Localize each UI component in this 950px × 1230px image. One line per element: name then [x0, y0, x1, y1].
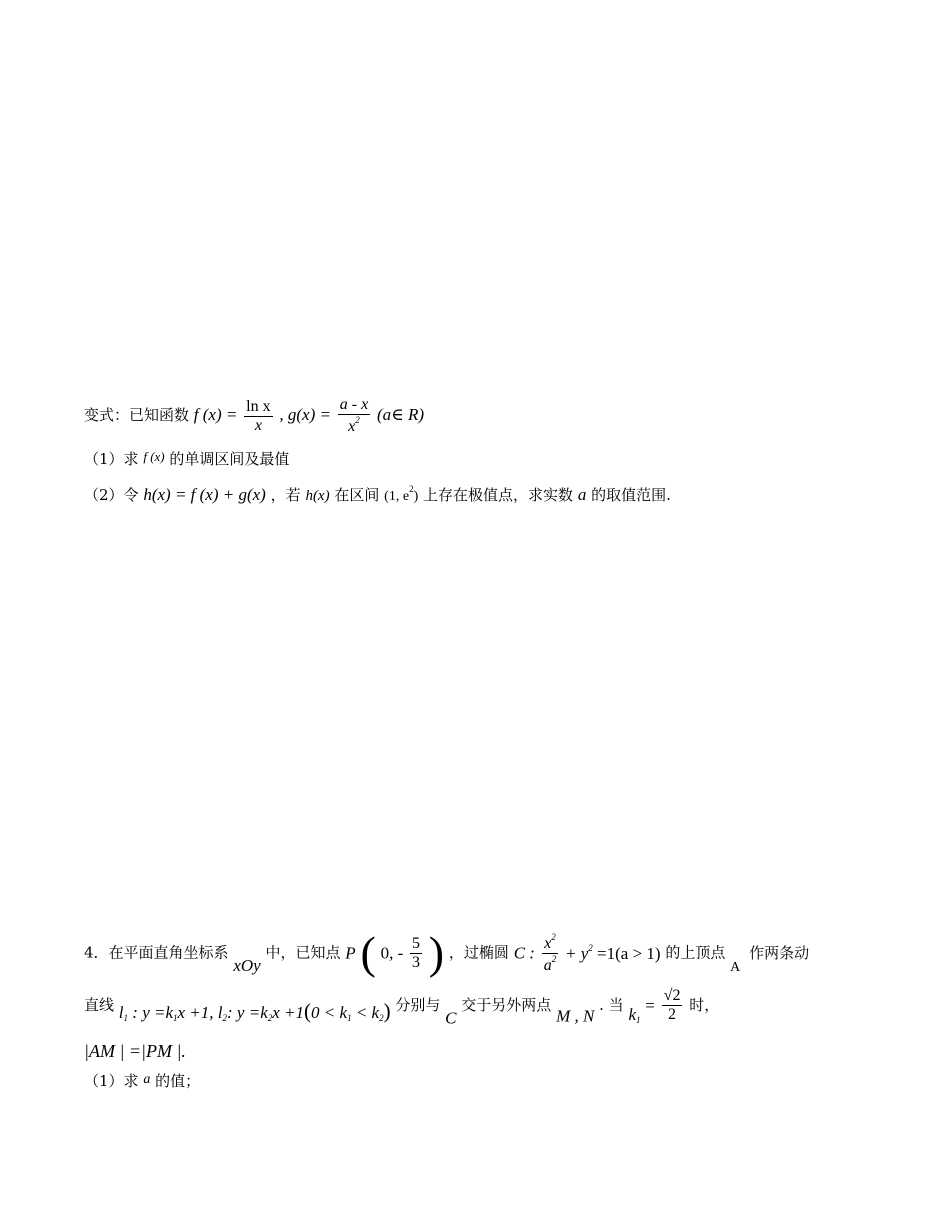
p4-ellipse-den: $a^2$: [543, 953, 557, 974]
p4-ellipse-num: $x^2$: [542, 933, 559, 954]
f-fraction-denominator: x: [254, 416, 262, 434]
q2-hx: h(x): [305, 488, 330, 504]
q2-suffix: 的取值范围.: [591, 486, 671, 504]
p4-p-zero: 0, -: [380, 943, 404, 963]
p4-p-den: 3: [412, 953, 421, 971]
q2-interval: (1, $e^2$): [384, 484, 419, 504]
p4-t7: . 当: [599, 996, 624, 1014]
variant-question-1: [84, 450, 289, 467]
variant-question-2: [84, 485, 671, 504]
p4-q1-a: a: [143, 1072, 151, 1087]
p4-ellipse-rest: + $y^2 =1(a > 1)$: [565, 943, 661, 963]
p4-t5: 分别与: [395, 996, 441, 1014]
p4-t8: 时，: [689, 996, 720, 1014]
p4-number-text: 4．在平面直角坐标系: [84, 943, 229, 962]
f-fraction-numerator: ln x: [246, 397, 271, 415]
q2-prefix: （2）令: [84, 486, 139, 504]
p4-sqrt-fraction: [662, 988, 683, 1023]
q1-suffix: 的单调区间及最值: [169, 450, 290, 468]
p4-t6: 交于另外两点: [461, 996, 552, 1014]
problem4-line3: [84, 1042, 186, 1060]
q2-a: a: [577, 485, 587, 504]
p4-paren-right: ): [428, 927, 445, 978]
p4-paren-left: (: [360, 927, 376, 978]
p4-q1-suffix: 的值；: [155, 1072, 201, 1090]
q2-mid3: 上存在极值点，求实数: [423, 486, 574, 504]
p4-t4: 作两条动: [749, 943, 810, 962]
p4-p-num: 5: [412, 934, 421, 952]
f-fraction: [244, 399, 272, 434]
p4-point-p: P: [345, 943, 356, 963]
q2-mid1: ，若: [270, 486, 301, 504]
p4-line-equations: $l_1$ : $y =k_1x +1$, $l_2$: $y =k_2x +1(0 < k_1 < k_2)$: [118, 998, 391, 1023]
g-fraction: [338, 397, 370, 435]
p4-q1-prefix: （1）求: [84, 1072, 139, 1090]
p4-t2: ，过椭圆: [448, 943, 509, 962]
p4-line2-start: 直线: [84, 996, 115, 1014]
p4-t1: 中，已知点: [265, 943, 341, 962]
p4-ellipse-fraction: [542, 933, 559, 974]
p4-eq: =: [645, 996, 655, 1015]
q2-expr: h(x) = f (x) + g(x): [143, 485, 266, 504]
p4-sqrt-num: √2: [663, 987, 681, 1004]
p4-sqrt-den: 2: [668, 1006, 677, 1023]
p4-point-a: A: [730, 960, 741, 975]
problem4-question-1: [84, 1073, 200, 1089]
p4-c2: C: [445, 1008, 457, 1028]
g-definition: , g(x) =: [279, 405, 331, 424]
g-fraction-denominator: $x^2$: [348, 415, 360, 435]
p4-xoy: xOy: [233, 956, 261, 975]
p4-ellipse-c: C :: [513, 943, 535, 963]
q2-mid2: 在区间: [334, 486, 380, 504]
variant-intro-line: [84, 397, 424, 435]
p4-am-pm: |AM | =|PM |.: [84, 1041, 186, 1061]
problem4-line2: [84, 988, 719, 1027]
problem4-line1: [84, 927, 810, 978]
q1-prefix: （1）求: [84, 450, 139, 468]
q1-func: f (x): [143, 449, 165, 464]
g-fraction-numerator: a - x: [339, 396, 369, 413]
variant-intro-text: 变式：已知函数: [84, 406, 190, 424]
p4-p-fraction: [410, 936, 422, 971]
p4-k1: $k_1$: [628, 1004, 641, 1025]
p4-t3: 的上顶点: [665, 943, 726, 962]
domain-condition: (a∈ R): [376, 405, 425, 424]
f-definition: f (x) =: [193, 405, 238, 424]
p4-mn: M , N: [556, 1006, 595, 1026]
